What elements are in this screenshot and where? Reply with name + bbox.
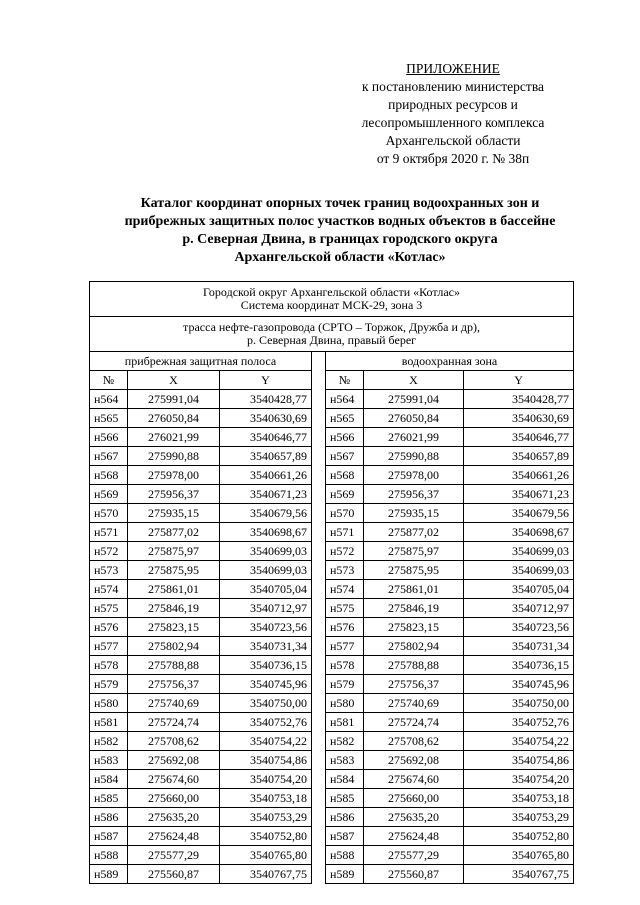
x-coordinate-cell: 275802,94 [128, 637, 220, 656]
y-coordinate-cell: 3540428,77 [464, 390, 574, 409]
table-row [90, 542, 574, 561]
table-row [90, 694, 574, 713]
point-number-cell: н570 [90, 504, 128, 523]
point-number-cell: н579 [90, 675, 128, 694]
table-row [90, 523, 574, 542]
table-row [90, 656, 574, 675]
point-number-cell: н587 [326, 827, 364, 846]
document-title [90, 195, 590, 267]
y-coordinate-cell: 3540661,26 [464, 466, 574, 485]
point-number-cell: н569 [90, 485, 128, 504]
point-number-cell: н588 [326, 846, 364, 865]
x-coordinate-cell: 275692,08 [128, 751, 220, 770]
x-coordinate-cell: 275990,88 [128, 447, 220, 466]
x-coordinate-cell: 275846,19 [128, 599, 220, 618]
point-number-cell: н585 [326, 789, 364, 808]
section-gap [312, 371, 326, 390]
point-number-cell: н580 [90, 694, 128, 713]
x-coordinate-cell: 275577,29 [128, 846, 220, 865]
x-coordinate-cell: 275660,00 [128, 789, 220, 808]
point-number-cell: н588 [90, 846, 128, 865]
table-row [90, 846, 574, 865]
y-coordinate-cell: 3540712,97 [220, 599, 312, 618]
y-coordinate-cell: 3540754,22 [464, 732, 574, 751]
y-coordinate-cell: 3540705,04 [220, 580, 312, 599]
section-gap [312, 428, 326, 447]
table-subheader-line: р. Северная Двина, правый берег [246, 333, 417, 347]
point-number-cell: н576 [326, 618, 364, 637]
table-row [90, 409, 574, 428]
y-coordinate-cell: 3540767,75 [220, 865, 312, 884]
point-number-cell: н567 [326, 447, 364, 466]
point-number-cell: н567 [90, 447, 128, 466]
x-coordinate-cell: 276021,99 [364, 428, 464, 447]
section-gap [312, 675, 326, 694]
point-number-cell: н572 [326, 542, 364, 561]
section-gap [312, 827, 326, 846]
column-header-x: X [128, 371, 220, 390]
table-row [90, 827, 574, 846]
column-header-no: № [326, 371, 364, 390]
point-number-cell: н586 [90, 808, 128, 827]
table-row [90, 504, 574, 523]
section-gap [312, 580, 326, 599]
section-gap [312, 618, 326, 637]
section-gap [312, 599, 326, 618]
coordinate-table [89, 281, 574, 884]
y-coordinate-cell: 3540657,89 [220, 447, 312, 466]
y-coordinate-cell: 3540736,15 [220, 656, 312, 675]
table-row [90, 580, 574, 599]
table-header-line: Система координат МСК-29, зона 3 [240, 298, 423, 312]
x-coordinate-cell: 275560,87 [364, 865, 464, 884]
x-coordinate-cell: 275935,15 [128, 504, 220, 523]
y-coordinate-cell: 3540698,67 [220, 523, 312, 542]
title-line: Каталог координат опорных точек границ водоохранных зон и [140, 196, 540, 211]
point-number-cell: н589 [90, 865, 128, 884]
point-number-cell: н578 [326, 656, 364, 675]
section-gap [312, 808, 326, 827]
x-coordinate-cell: 275624,48 [128, 827, 220, 846]
y-coordinate-cell: 3540754,20 [220, 770, 312, 789]
point-number-cell: н580 [326, 694, 364, 713]
table-row [90, 732, 574, 751]
title-line: р. Северная Двина, в границах городского округа [182, 232, 498, 247]
point-number-cell: н564 [326, 390, 364, 409]
x-coordinate-cell: 276021,99 [128, 428, 220, 447]
x-coordinate-cell: 275978,00 [128, 466, 220, 485]
table-row [90, 618, 574, 637]
point-number-cell: н577 [90, 637, 128, 656]
column-header-y: Y [464, 371, 574, 390]
left-section-header: прибрежная защитная полоса [90, 352, 312, 371]
point-number-cell: н571 [90, 523, 128, 542]
y-coordinate-cell: 3540754,20 [464, 770, 574, 789]
y-coordinate-cell: 3540752,80 [220, 827, 312, 846]
x-coordinate-cell: 275978,00 [364, 466, 464, 485]
y-coordinate-cell: 3540630,69 [220, 409, 312, 428]
y-coordinate-cell: 3540754,86 [464, 751, 574, 770]
appendix-date-line: от 9 октября 2020 г. № 38п [376, 151, 530, 166]
point-number-cell: н587 [90, 827, 128, 846]
x-coordinate-cell: 275692,08 [364, 751, 464, 770]
section-gap [312, 523, 326, 542]
point-number-cell: н575 [90, 599, 128, 618]
x-coordinate-cell: 275788,88 [128, 656, 220, 675]
table-row [90, 713, 574, 732]
y-coordinate-cell: 3540750,00 [464, 694, 574, 713]
x-coordinate-cell: 275877,02 [128, 523, 220, 542]
point-number-cell: н574 [326, 580, 364, 599]
appendix-heading: ПРИЛОЖЕНИЕ [406, 61, 500, 76]
point-number-cell: н581 [90, 713, 128, 732]
point-number-cell: н585 [90, 789, 128, 808]
point-number-cell: н579 [326, 675, 364, 694]
point-number-cell: н566 [326, 428, 364, 447]
table-header-cell [90, 282, 574, 317]
point-number-cell: н583 [326, 751, 364, 770]
y-coordinate-cell: 3540745,96 [220, 675, 312, 694]
x-coordinate-cell: 275788,88 [364, 656, 464, 675]
point-number-cell: н582 [90, 732, 128, 751]
appendix-line: Архангельской области [385, 133, 521, 148]
point-number-cell: н583 [90, 751, 128, 770]
y-coordinate-cell: 3540752,76 [464, 713, 574, 732]
table-row [90, 751, 574, 770]
section-gap [312, 485, 326, 504]
section-gap [312, 789, 326, 808]
x-coordinate-cell: 276050,84 [364, 409, 464, 428]
table-subheader-cell [90, 317, 574, 352]
y-coordinate-cell: 3540657,89 [464, 447, 574, 466]
section-gap [312, 751, 326, 770]
point-number-cell: н566 [90, 428, 128, 447]
section-gap [312, 409, 326, 428]
x-coordinate-cell: 275724,74 [128, 713, 220, 732]
right-section-header: водоохранная зона [326, 352, 574, 371]
x-coordinate-cell: 276050,84 [128, 409, 220, 428]
appendix-line: природных ресурсов и [388, 97, 518, 112]
section-gap [312, 542, 326, 561]
section-gap [312, 694, 326, 713]
y-coordinate-cell: 3540699,03 [220, 542, 312, 561]
table-row [90, 428, 574, 447]
x-coordinate-cell: 275877,02 [364, 523, 464, 542]
table-row [90, 770, 574, 789]
x-coordinate-cell: 275875,97 [128, 542, 220, 561]
x-coordinate-cell: 275875,95 [364, 561, 464, 580]
section-gap [312, 732, 326, 751]
point-number-cell: н573 [90, 561, 128, 580]
point-number-cell: н565 [326, 409, 364, 428]
point-number-cell: н589 [326, 865, 364, 884]
y-coordinate-cell: 3540630,69 [464, 409, 574, 428]
x-coordinate-cell: 275624,48 [364, 827, 464, 846]
section-gap [312, 713, 326, 732]
y-coordinate-cell: 3540705,04 [464, 580, 574, 599]
table-row [90, 561, 574, 580]
point-number-cell: н578 [90, 656, 128, 675]
point-number-cell: н584 [326, 770, 364, 789]
x-coordinate-cell: 275935,15 [364, 504, 464, 523]
point-number-cell: н576 [90, 618, 128, 637]
point-number-cell: н569 [326, 485, 364, 504]
point-number-cell: н581 [326, 713, 364, 732]
x-coordinate-cell: 275660,00 [364, 789, 464, 808]
x-coordinate-cell: 275991,04 [364, 390, 464, 409]
y-coordinate-cell: 3540765,80 [464, 846, 574, 865]
point-number-cell: н572 [90, 542, 128, 561]
section-gap [312, 447, 326, 466]
y-coordinate-cell: 3540736,15 [464, 656, 574, 675]
appendix-line: лесопромышленного комплекса [361, 115, 545, 130]
section-gap [312, 846, 326, 865]
appendix-block [338, 60, 568, 168]
y-coordinate-cell: 3540752,76 [220, 713, 312, 732]
y-coordinate-cell: 3540753,29 [464, 808, 574, 827]
table-subheader-line: трасса нефте-газопровода (СРТО – Торжок, Дружба и др), [183, 320, 480, 334]
x-coordinate-cell: 275991,04 [128, 390, 220, 409]
y-coordinate-cell: 3540753,18 [464, 789, 574, 808]
section-gap [312, 637, 326, 656]
table-row [90, 447, 574, 466]
y-coordinate-cell: 3540646,77 [220, 428, 312, 447]
point-number-cell: н565 [90, 409, 128, 428]
point-number-cell: н575 [326, 599, 364, 618]
section-gap [312, 865, 326, 884]
appendix-line: к постановлению министерства [361, 79, 545, 94]
x-coordinate-cell: 275823,15 [364, 618, 464, 637]
table-row [90, 599, 574, 618]
x-coordinate-cell: 275802,94 [364, 637, 464, 656]
x-coordinate-cell: 275846,19 [364, 599, 464, 618]
y-coordinate-cell: 3540679,56 [464, 504, 574, 523]
y-coordinate-cell: 3540750,00 [220, 694, 312, 713]
section-gap [312, 561, 326, 580]
column-header-no: № [90, 371, 128, 390]
point-number-cell: н584 [90, 770, 128, 789]
y-coordinate-cell: 3540754,22 [220, 732, 312, 751]
y-coordinate-cell: 3540428,77 [220, 390, 312, 409]
section-gap [312, 466, 326, 485]
x-coordinate-cell: 275708,62 [364, 732, 464, 751]
table-row [90, 865, 574, 884]
y-coordinate-cell: 3540699,03 [464, 561, 574, 580]
point-number-cell: н577 [326, 637, 364, 656]
point-number-cell: н586 [326, 808, 364, 827]
point-number-cell: н573 [326, 561, 364, 580]
x-coordinate-cell: 275560,87 [128, 865, 220, 884]
section-gap [312, 770, 326, 789]
x-coordinate-cell: 275577,29 [364, 846, 464, 865]
section-gap [312, 656, 326, 675]
x-coordinate-cell: 275756,37 [128, 675, 220, 694]
y-coordinate-cell: 3540661,26 [220, 466, 312, 485]
y-coordinate-cell: 3540754,86 [220, 751, 312, 770]
x-coordinate-cell: 275861,01 [364, 580, 464, 599]
y-coordinate-cell: 3540699,03 [464, 542, 574, 561]
x-coordinate-cell: 275875,97 [364, 542, 464, 561]
x-coordinate-cell: 275724,74 [364, 713, 464, 732]
point-number-cell: н574 [90, 580, 128, 599]
section-gap [312, 390, 326, 409]
table-row [90, 390, 574, 409]
y-coordinate-cell: 3540723,56 [464, 618, 574, 637]
x-coordinate-cell: 275956,37 [128, 485, 220, 504]
y-coordinate-cell: 3540752,80 [464, 827, 574, 846]
y-coordinate-cell: 3540753,29 [220, 808, 312, 827]
section-gap [312, 504, 326, 523]
section-gap [312, 352, 326, 371]
table-row [90, 637, 574, 656]
x-coordinate-cell: 275823,15 [128, 618, 220, 637]
column-header-x: X [364, 371, 464, 390]
y-coordinate-cell: 3540731,34 [220, 637, 312, 656]
y-coordinate-cell: 3540699,03 [220, 561, 312, 580]
x-coordinate-cell: 275740,69 [364, 694, 464, 713]
x-coordinate-cell: 275674,60 [128, 770, 220, 789]
y-coordinate-cell: 3540671,23 [464, 485, 574, 504]
table-row [90, 466, 574, 485]
y-coordinate-cell: 3540767,75 [464, 865, 574, 884]
y-coordinate-cell: 3540765,80 [220, 846, 312, 865]
y-coordinate-cell: 3540698,67 [464, 523, 574, 542]
y-coordinate-cell: 3540731,34 [464, 637, 574, 656]
x-coordinate-cell: 275875,95 [128, 561, 220, 580]
x-coordinate-cell: 275861,01 [128, 580, 220, 599]
table-row [90, 675, 574, 694]
title-line: Архангельской области «Котлас» [234, 250, 446, 265]
point-number-cell: н582 [326, 732, 364, 751]
y-coordinate-cell: 3540745,96 [464, 675, 574, 694]
x-coordinate-cell: 275990,88 [364, 447, 464, 466]
table-row [90, 808, 574, 827]
table-row [90, 789, 574, 808]
column-header-y: Y [220, 371, 312, 390]
y-coordinate-cell: 3540671,23 [220, 485, 312, 504]
y-coordinate-cell: 3540646,77 [464, 428, 574, 447]
x-coordinate-cell: 275740,69 [128, 694, 220, 713]
point-number-cell: н568 [90, 466, 128, 485]
y-coordinate-cell: 3540723,56 [220, 618, 312, 637]
x-coordinate-cell: 275956,37 [364, 485, 464, 504]
point-number-cell: н570 [326, 504, 364, 523]
table-row [90, 485, 574, 504]
x-coordinate-cell: 275708,62 [128, 732, 220, 751]
point-number-cell: н568 [326, 466, 364, 485]
y-coordinate-cell: 3540712,97 [464, 599, 574, 618]
x-coordinate-cell: 275674,60 [364, 770, 464, 789]
point-number-cell: н571 [326, 523, 364, 542]
point-number-cell: н564 [90, 390, 128, 409]
x-coordinate-cell: 275635,20 [128, 808, 220, 827]
title-line: прибрежных защитных полос участков водных объектов в бассейне [124, 214, 556, 229]
x-coordinate-cell: 275635,20 [364, 808, 464, 827]
table-header-line: Городской округ Архангельской области «Котлас» [203, 285, 460, 299]
y-coordinate-cell: 3540679,56 [220, 504, 312, 523]
y-coordinate-cell: 3540753,18 [220, 789, 312, 808]
x-coordinate-cell: 275756,37 [364, 675, 464, 694]
